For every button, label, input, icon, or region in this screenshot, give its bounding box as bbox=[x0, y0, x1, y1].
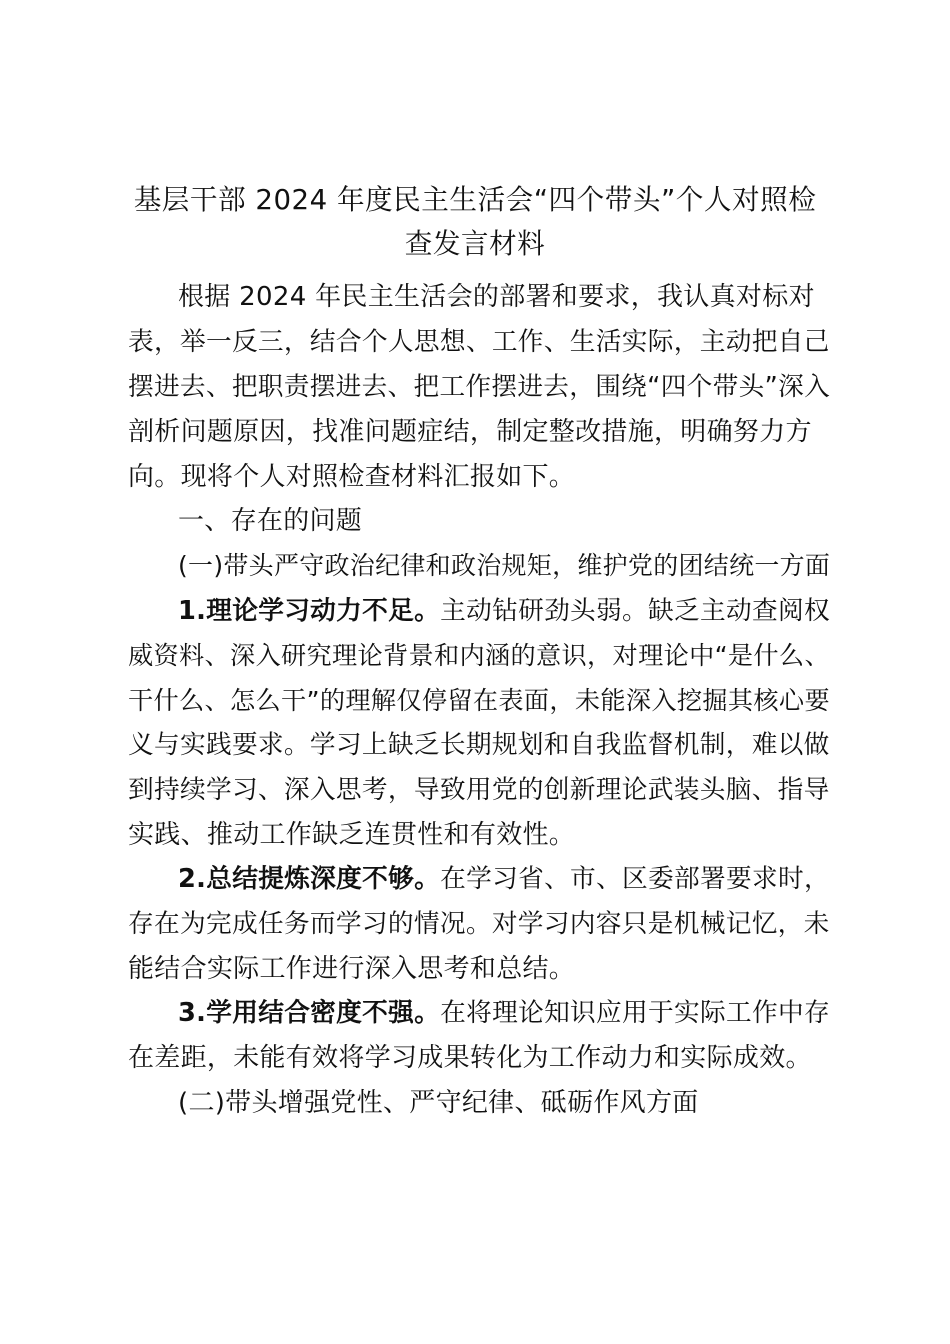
intro-line-4: 剖析问题原因，找准问题症结，制定整改措施，明确努力方 bbox=[128, 417, 812, 447]
intro-line-5: 向。现将个人对照检查材料汇报如下。 bbox=[128, 462, 576, 492]
section-heading: 一、存在的问题 bbox=[178, 506, 363, 536]
document-title bbox=[110, 178, 840, 266]
item-1-line: 义与实践要求。学习上缺乏长期规划和自我监督机制，难以做 bbox=[128, 730, 830, 760]
intro-line-3: 摆进去、把职责摆进去、把工作摆进去，围绕“四个带头”深入 bbox=[128, 372, 831, 402]
item-1-line: 到持续学习、深入思考，导致用党的创新理论武装头脑、指导 bbox=[128, 775, 830, 805]
title-line-2: 查发言材料 bbox=[404, 227, 546, 260]
item-1-line: 干什么、怎么干”的理解仅停留在表面，未能深入挖掘其核心要 bbox=[128, 686, 830, 715]
item-2-line: 存在为完成任务而学习的情况。对学习内容只是机械记忆，未 bbox=[128, 909, 830, 939]
item-1-first-line bbox=[178, 596, 830, 626]
item-3-first-line bbox=[178, 998, 830, 1028]
item-1-text: 主动钻研劲头弱。缺乏主动查阅权 bbox=[440, 596, 830, 626]
subsection-heading-1: (一)带头严守政治纪律和政治规矩，维护党的团结统一方面 bbox=[178, 551, 831, 580]
item-1-heading: 1.理论学习动力不足。 bbox=[178, 596, 441, 626]
intro-line-1: 根据 2024 年民主生活会的部署和要求，我认真对标对 bbox=[178, 282, 815, 312]
item-2-first-line bbox=[178, 864, 830, 894]
item-2-text: 在学习省、市、区委部署要求时， bbox=[440, 864, 830, 894]
item-1-line: 威资料、深入研究理论背景和内涵的意识，对理论中“是什么、 bbox=[128, 641, 830, 670]
item-2-line: 能结合实际工作进行深入思考和总结。 bbox=[128, 954, 576, 984]
item-3-text: 在将理论知识应用于实际工作中存 bbox=[440, 998, 830, 1028]
intro-line-2: 表，举一反三，结合个人思想、工作、生活实际，主动把自己 bbox=[128, 327, 830, 357]
item-3-heading: 3.学用结合密度不强。 bbox=[178, 998, 441, 1028]
subsection-heading-2: (二)带头增强党性、严守纪律、砥砺作风方面 bbox=[178, 1088, 699, 1118]
title-line-1: 基层干部 2024 年度民主生活会“四个带头”个人对照检 bbox=[133, 183, 817, 216]
item-1-line: 实践、推动工作缺乏连贯性和有效性。 bbox=[128, 820, 576, 850]
item-3-line: 在差距，未能有效将学习成果转化为工作动力和实际成效。 bbox=[128, 1043, 812, 1073]
item-2-heading: 2.总结提炼深度不够。 bbox=[178, 864, 441, 894]
